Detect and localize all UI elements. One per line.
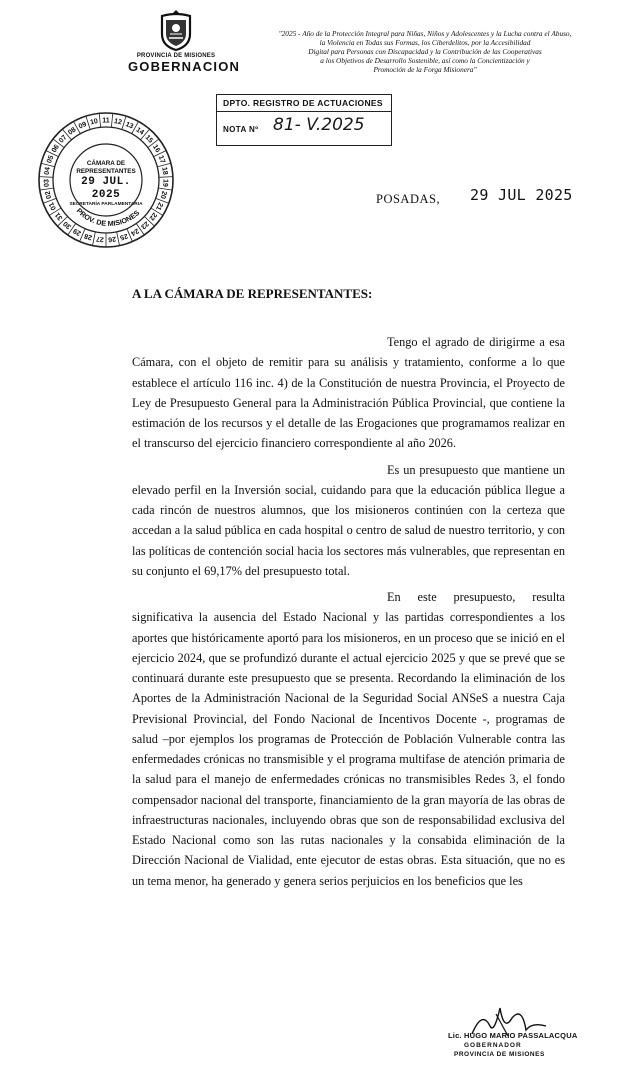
stamp-ring-divider [159,177,173,178]
body-paragraph: Es un presupuesto que mantiene un elevado perfil en la Inversión social, cuidando para que la educación pública llegue a cada rincón de nuestros alumnos, que los misioneros continúen con la certeza que accedan a la salud pública en cada hospital o centro de salud de nuestro territorio, y con las políticas de contención social hacia los sectores más vulnerables, que representan en su conjunto el 69,17% del presupuesto total. [132,462,565,578]
stamp-ring-divider [117,232,120,246]
registry-stamp-title: DPTO. REGISTRO DE ACTUACIONES [217,95,391,112]
province-small-label: PROVINCIA DE MISIONES [136,53,216,59]
stamp-ring-number: 30 [62,219,73,230]
nota-label: NOTA Nº [223,125,259,134]
motto-line: la Violencia en Todas sus Formas, los Ciberdelitos, por la Accesibilidad [319,37,531,47]
stamp-ring-number: 28 [83,231,94,241]
stamp-ring-number: 18 [160,166,169,176]
stamp-ring-number: 08 [67,126,78,137]
stamp-ring-number: 11 [102,117,110,125]
stamp-camara-label: CÁMARA DE REPRESENTANTES [76,160,136,175]
body-paragraph: En este presupuesto, resulta significativa la ausencia del Estado Nacional y las partidas correspondientes a los aportes que históricamente aportó para los misioneros, en un proceso que se inició en el ejercicio 2024, que se profundizó durante el actual ejercicio 2025 y que se prevé que se continuará durante este presupuesto que se presenta. Recordando la eliminación de los Aportes de la Administración Nacional de la Seguridad Social ANSeS a nuestra Caja Previsional Provincial, del Fondo Nacional de Incentivos Docente -, programas de salud –por ejemplos los programas de Protección de Población Vulnerable contra las enfermedades crónicas no transmisible y el programa multifase de atención primaria de la salud para el manejo de enfermedades crónicas no transmisibles Redes 3, el fondo compensador nacional del transporte, financiamiento de la gran mayoría de las obras de infraestructuras nacionales, incluyendo obras que son de responsabilidad exclusiva del Estado Nacional como son las rutas nacionales y la consabida eliminación de la Dirección Nacional de Vialidad, ente ejecutor de estas obras. Esta situación, que no es un tema menor, ha generado y genera serios perjuicios en los beneficios que les [132,590,565,888]
stamp-ring-number: 19 [161,178,169,188]
signature-block [442,1004,582,1064]
stamp-ring-number: 31 [54,210,65,222]
stamp-ring-number: 05 [46,154,56,165]
stamp-ring-number: 04 [43,166,52,176]
gobernacion-title: GOBERNACION [128,59,241,74]
stamp-secretaria: SECRETARÍA PARLAMENTARIA [69,202,143,207]
stamp-ring-divider [99,113,100,127]
salutation: A LA CÁMARA DE REPRESENTANTES: [132,286,373,301]
stamp-ring-number: 15 [143,134,154,145]
stamp-ring-number: 16 [151,143,162,154]
stamp-ring-divider [111,113,112,127]
place-label: POSADAS, [376,192,441,206]
stamp-ring-number: 07 [58,134,69,145]
stamp-ring-number: 12 [113,117,123,127]
stamp-ring-number: 14 [134,126,145,137]
stamp-ring-number: 01 [48,200,58,212]
nota-number-handwritten: 81- V.2025 [273,115,365,135]
stamp-ring-number: 26 [107,234,117,243]
stamp-ring-number: 10 [89,117,99,127]
stamp-date: 29 JUL. 2025 [81,176,131,201]
signer-role: GOBERNADOR [464,1042,522,1049]
stamp-ring-number: 21 [154,200,164,212]
stamp-ring-divider [40,188,54,190]
stamp-ring-divider [93,232,96,246]
motto-line: Promoción de la Forga Misionera" [373,64,477,74]
stamp-ring-number: 23 [139,219,150,230]
stamp-ring-number: 13 [124,121,135,131]
stamp-ring-number: 25 [118,231,129,241]
motto-line: Digital para Personas con Discapacidad y la Contribución de las Cooperativas [308,46,542,56]
reception-stamp [36,110,176,250]
motto-line: a los Objetivos de Desarrollo Sostenible, así como la Concientización y [320,55,530,65]
stamp-ring-number: 24 [129,226,140,237]
body-paragraph: Tengo el agrado de dirigirme a esa Cámara, con el objeto de remitir para su análisis y tratamiento, conforme a lo que establece el artículo 116 inc. 4) de la Constitución de nuestra Provincia, el Proyecto de Ley de Presupuesto General para la Administración Pública Provincial, que contiene la estimación de los recursos y el detalle de las Erogaciones que programamos realizar en el transcurso del ejercicio financiero correspondiente al año 2026. [132,335,565,451]
signer-name: Lic. HUGO MARIO PASSALACQUA [448,1031,578,1040]
stamp-ring-divider [39,177,53,178]
government-logo [128,8,241,82]
stamp-ring-divider [158,188,172,190]
letter-body [132,332,565,891]
signer-province: PROVINCIA DE MISIONES [454,1051,545,1058]
stamp-ring-number: 17 [156,154,166,165]
stamp-ring-number: 20 [158,190,168,200]
stamp-ring-number: 22 [147,210,158,222]
coat-of-arms-icon [156,8,196,52]
stamp-ring-number: 06 [50,143,61,154]
stamp-ring-number: 09 [77,121,88,131]
stamp-province-arc: PROV. DE MISIONES [74,206,142,229]
stamp-ring-number: 03 [43,178,51,188]
stamp-ring-number: 02 [44,190,54,200]
letter-date: 29 JUL 2025 [470,186,573,204]
official-year-motto [236,30,614,75]
stamp-ring-number: 29 [72,226,83,237]
motto-line: "2025 - Año de la Protección Integral para Niñas, Niños y Adolescentes y la Lucha contra el Abuso, [278,29,572,38]
stamp-ring-number: 27 [95,234,105,243]
registry-stamp [216,94,392,146]
